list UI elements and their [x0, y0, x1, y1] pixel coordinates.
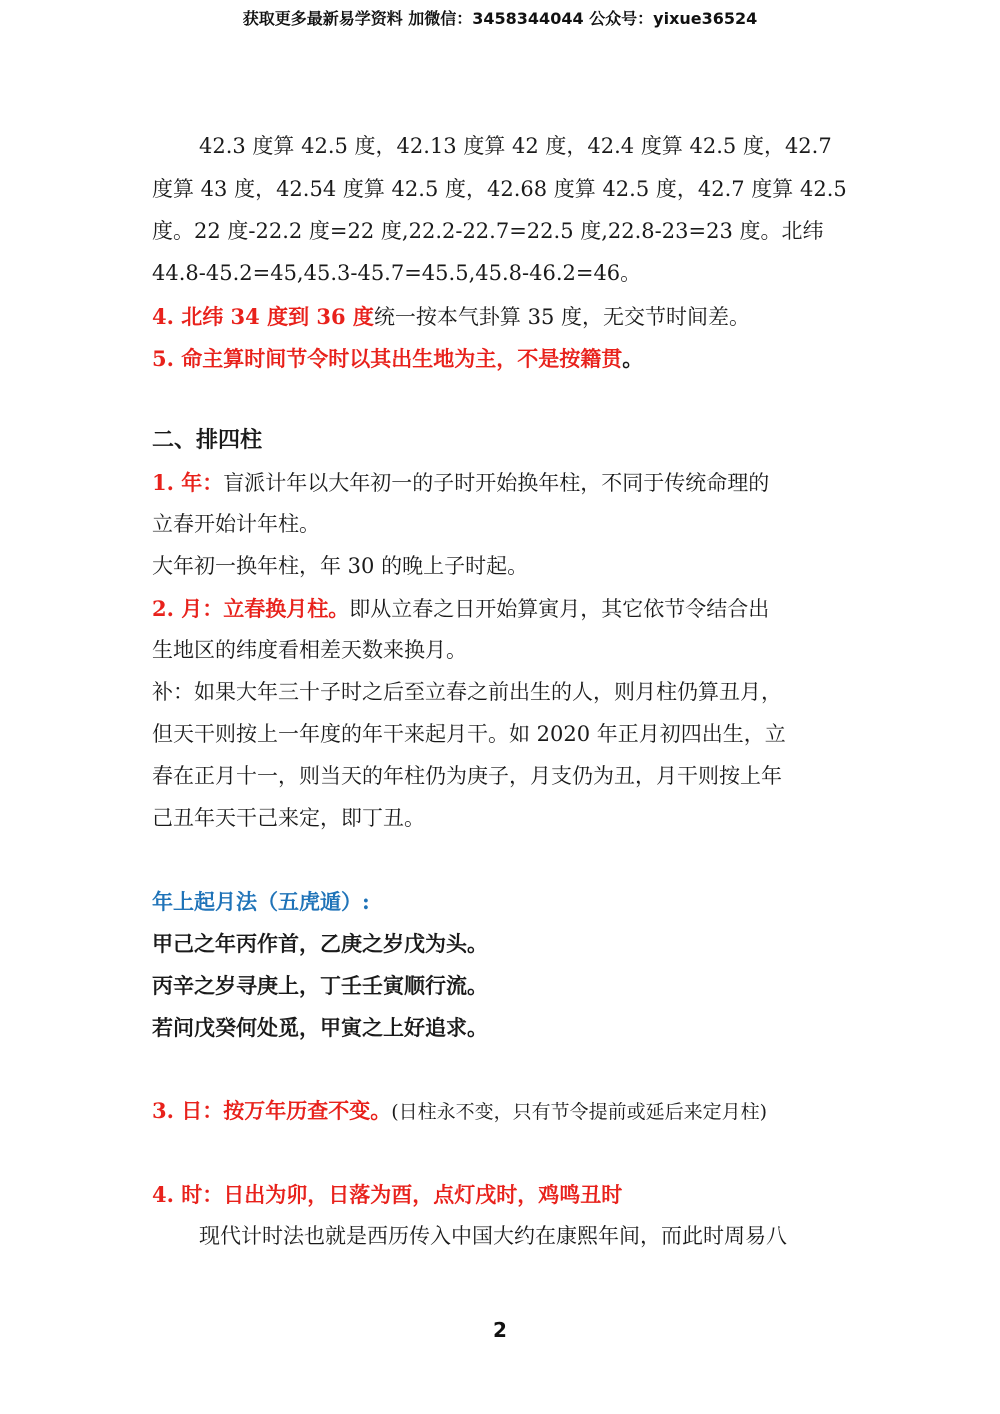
item5-rest-text: 。 — [622, 346, 644, 371]
supplement-line4: 己丑年天干己来定，即丁丑。 — [152, 806, 425, 830]
item4-rest-text: 统一按本气卦算 35 度，无交节时间差。 — [373, 305, 751, 329]
day-rest-text: (日柱永不变，只有节令提前或延后来定月柱) — [391, 1101, 768, 1123]
verse-line3: 若问戊癸何处觅，甲寅之上好追求。 — [152, 1015, 488, 1040]
hour-title: 4. 时：日出为卯，日落为酉，点灯戌时，鸡鸣丑时 — [152, 1182, 623, 1207]
para1-line2: 度算 43 度，42.54 度算 42.5 度，42.68 度算 42.5 度，42.7 度算 42.5 — [152, 177, 847, 201]
month-label: 2. 月：立春换月柱。 — [152, 596, 350, 621]
para1-line1: 42.3 度算 42.5 度，42.13 度算 42 度，42.4 度算 42.5 度，42.7 — [199, 134, 832, 158]
year-line3: 大年初一换年柱，年 30 的晚上子时起。 — [152, 554, 529, 578]
year-line1 — [152, 470, 852, 496]
page-header: 获取更多最新易学资料 加微信：3458344044 公众号：yixue36524 — [242, 9, 758, 28]
item4-line — [152, 304, 852, 330]
item5-line — [152, 346, 852, 371]
supplement-line3: 春在正月十一，则当天的年柱仍为庚子，月支仍为丑，月干则按上年 — [152, 764, 782, 788]
supplement-line2: 但天干则按上一年度的年干来起月干。如 2020 年正月初四出生，立 — [152, 722, 786, 746]
month-line2: 生地区的纬度看相差天数来换月。 — [152, 638, 467, 662]
page-number: 2 — [493, 1318, 507, 1342]
item4-red-text: 4. 北纬 34 度到 36 度 — [152, 304, 374, 329]
verse-line2: 丙辛之岁寻庚上，丁壬壬寅顺行流。 — [152, 973, 488, 998]
rule-title: 年上起月法（五虎遁）: — [152, 889, 370, 914]
day-line — [152, 1098, 852, 1124]
year-line2: 立春开始计年柱。 — [152, 512, 320, 536]
year-label: 1. 年： — [152, 470, 224, 495]
month-text: 即从立春之日开始算寅月，其它依节令结合出 — [349, 597, 770, 621]
para1-line4: 44.8-45.2=45,45.3-45.7=45.5,45.8-46.2=46。 — [152, 261, 642, 285]
supplement-line1: 补：如果大年三十子时之后至立春之前出生的人，则月柱仍算丑月， — [152, 680, 782, 704]
verse-line1: 甲己之年丙作首，乙庚之岁戊为头。 — [152, 931, 488, 956]
item5-red-text: 5. 命主算时间节令时以其出生地为主，不是按籍贯 — [152, 346, 623, 371]
hour-line1: 现代计时法也就是西历传入中国大约在康熙年间，而此时周易八 — [199, 1224, 787, 1248]
day-red-text: 3. 日：按万年历查不变。 — [152, 1098, 392, 1123]
section-title: 二、排四柱 — [152, 428, 263, 453]
year-text: 盲派计年以大年初一的子时开始换年柱，不同于传统命理的 — [223, 471, 770, 495]
month-line1 — [152, 596, 852, 622]
para1-line3: 度。22 度-22.2 度=22 度,22.2-22.7=22.5 度,22.8-23=23 度。北纬 — [152, 219, 824, 243]
